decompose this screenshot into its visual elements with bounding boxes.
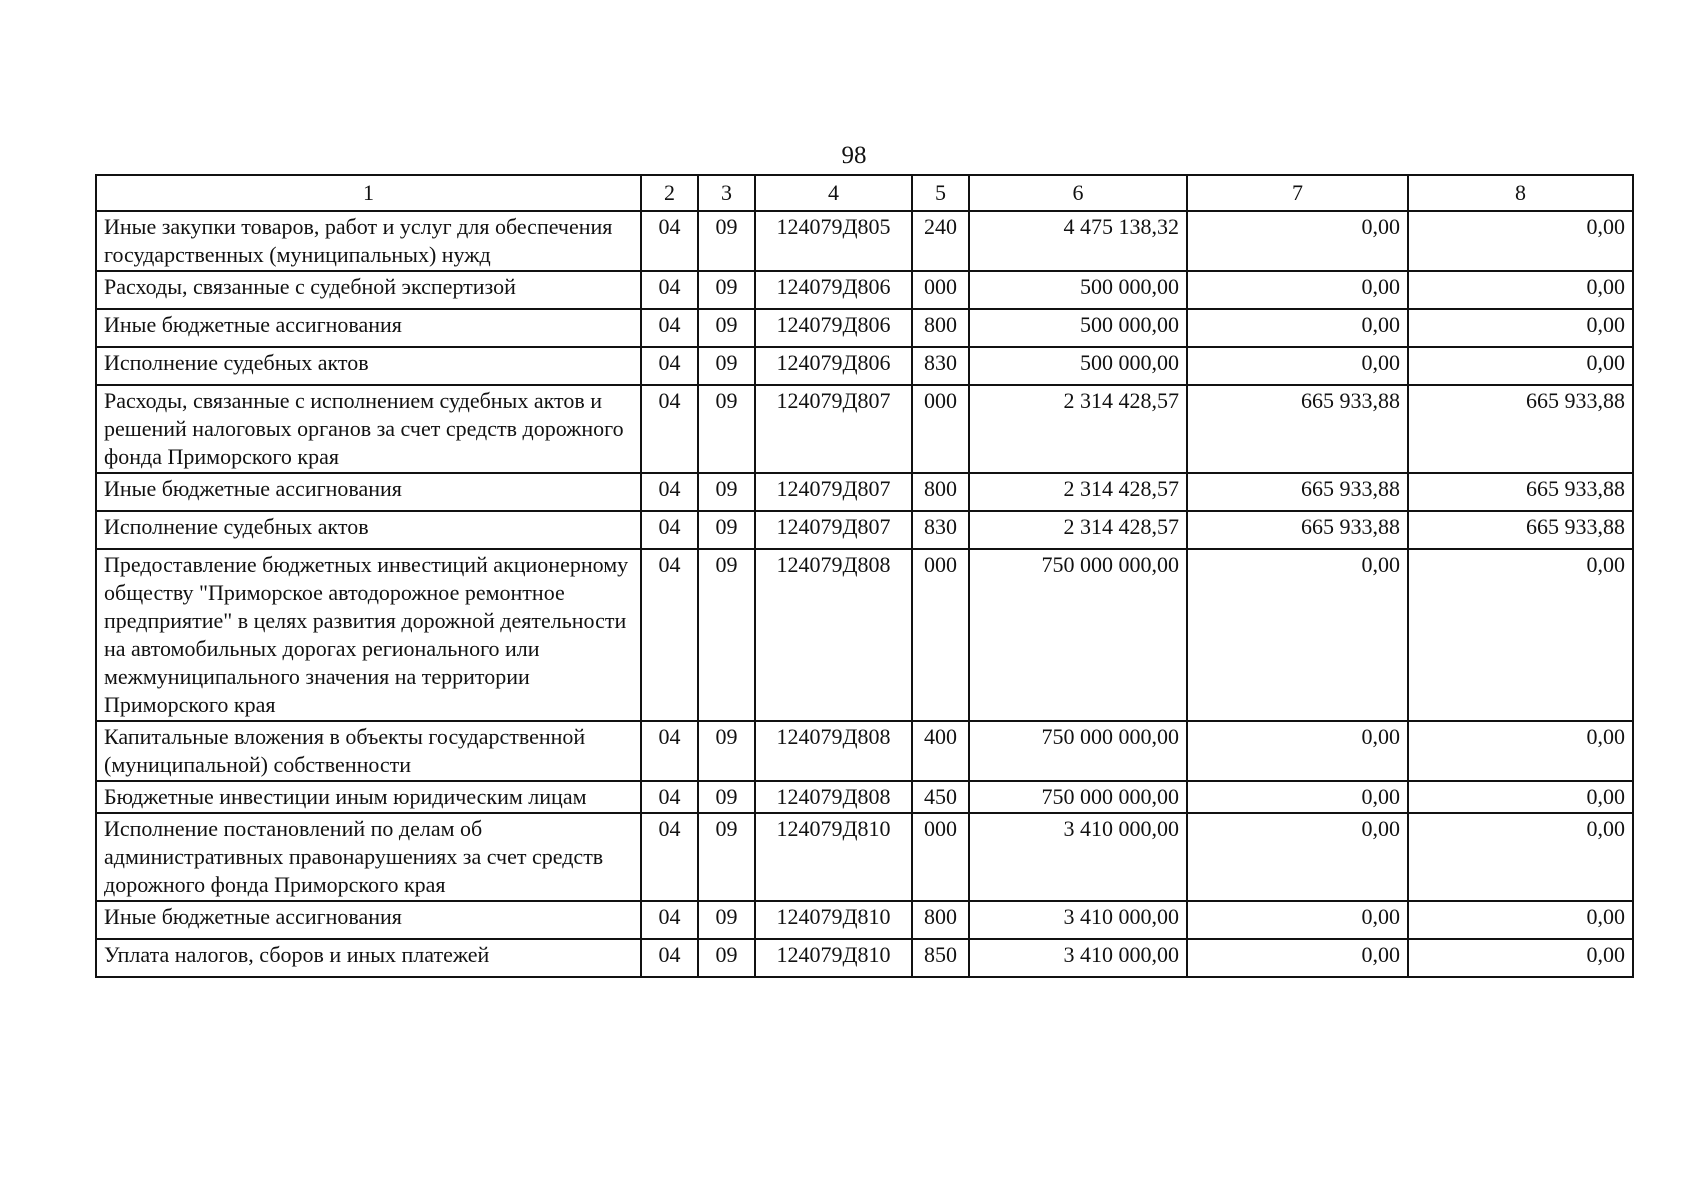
row-section: 04 [641,511,698,549]
budget-table [95,174,1634,978]
row-amount-6: 3 410 000,00 [969,813,1187,901]
table-row [96,271,1633,309]
table-row [96,385,1633,473]
row-target: 124079Д808 [755,721,912,781]
column-header: 6 [969,175,1187,211]
row-subsection: 09 [698,309,755,347]
row-section: 04 [641,309,698,347]
row-amount-6: 3 410 000,00 [969,939,1187,977]
row-name: Иные бюджетные ассигнования [96,901,641,939]
table-row [96,511,1633,549]
table-row [96,473,1633,511]
row-amount-6: 500 000,00 [969,271,1187,309]
table-row [96,781,1633,813]
row-subsection: 09 [698,549,755,721]
table-row [96,549,1633,721]
row-section: 04 [641,901,698,939]
row-amount-7: 0,00 [1187,939,1408,977]
row-amount-8: 665 933,88 [1408,473,1633,511]
row-amount-6: 750 000 000,00 [969,721,1187,781]
row-amount-6: 2 314 428,57 [969,473,1187,511]
row-section: 04 [641,385,698,473]
row-amount-8: 0,00 [1408,939,1633,977]
row-type: 240 [912,211,969,271]
row-amount-8: 0,00 [1408,347,1633,385]
row-amount-7: 0,00 [1187,347,1408,385]
row-name: Исполнение судебных актов [96,347,641,385]
row-amount-7: 0,00 [1187,211,1408,271]
row-amount-6: 750 000 000,00 [969,781,1187,813]
row-type: 000 [912,549,969,721]
row-amount-7: 0,00 [1187,721,1408,781]
column-header: 8 [1408,175,1633,211]
row-subsection: 09 [698,385,755,473]
row-amount-8: 0,00 [1408,901,1633,939]
row-subsection: 09 [698,271,755,309]
row-name: Бюджетные инвестиции иным юридическим лицам [96,781,641,813]
row-target: 124079Д807 [755,473,912,511]
row-name: Уплата налогов, сборов и иных платежей [96,939,641,977]
table-row [96,309,1633,347]
row-name: Расходы, связанные с исполнением судебных актов и решений налоговых органов за счет средств дорожного фонда Приморского края [96,385,641,473]
row-subsection: 09 [698,721,755,781]
row-subsection: 09 [698,511,755,549]
row-name: Исполнение постановлений по делам об административных правонарушениях за счет средств дорожного фонда Приморского края [96,813,641,901]
row-type: 000 [912,385,969,473]
row-subsection: 09 [698,813,755,901]
row-section: 04 [641,939,698,977]
row-subsection: 09 [698,781,755,813]
row-section: 04 [641,473,698,511]
row-type: 830 [912,347,969,385]
row-target: 124079Д806 [755,271,912,309]
row-subsection: 09 [698,939,755,977]
column-header: 1 [96,175,641,211]
row-amount-7: 665 933,88 [1187,385,1408,473]
row-name: Капитальные вложения в объекты государственной (муниципальной) собственности [96,721,641,781]
row-target: 124079Д808 [755,781,912,813]
row-target: 124079Д807 [755,385,912,473]
row-target: 124079Д807 [755,511,912,549]
row-amount-7: 0,00 [1187,309,1408,347]
row-type: 000 [912,813,969,901]
table-row [96,939,1633,977]
row-amount-8: 0,00 [1408,781,1633,813]
row-type: 830 [912,511,969,549]
row-amount-6: 2 314 428,57 [969,385,1187,473]
row-amount-8: 0,00 [1408,813,1633,901]
row-type: 850 [912,939,969,977]
table-row [96,813,1633,901]
row-target: 124079Д810 [755,939,912,977]
row-amount-7: 0,00 [1187,549,1408,721]
row-amount-8: 665 933,88 [1408,511,1633,549]
column-header: 4 [755,175,912,211]
row-amount-7: 0,00 [1187,901,1408,939]
row-section: 04 [641,781,698,813]
row-amount-6: 2 314 428,57 [969,511,1187,549]
row-amount-8: 0,00 [1408,549,1633,721]
table-row [96,721,1633,781]
row-type: 400 [912,721,969,781]
row-section: 04 [641,211,698,271]
row-type: 800 [912,901,969,939]
row-section: 04 [641,549,698,721]
header-row [96,175,1633,211]
row-subsection: 09 [698,347,755,385]
row-target: 124079Д805 [755,211,912,271]
row-amount-6: 500 000,00 [969,347,1187,385]
column-header: 3 [698,175,755,211]
row-section: 04 [641,271,698,309]
column-header: 5 [912,175,969,211]
row-section: 04 [641,347,698,385]
row-amount-8: 0,00 [1408,309,1633,347]
row-target: 124079Д808 [755,549,912,721]
row-target: 124079Д810 [755,901,912,939]
row-name: Иные закупки товаров, работ и услуг для обеспечения государственных (муниципальных) нужд [96,211,641,271]
row-type: 800 [912,309,969,347]
page-number: 98 [841,142,867,169]
row-subsection: 09 [698,473,755,511]
row-section: 04 [641,813,698,901]
row-amount-7: 665 933,88 [1187,511,1408,549]
row-name: Иные бюджетные ассигнования [96,309,641,347]
row-name: Иные бюджетные ассигнования [96,473,641,511]
row-amount-7: 0,00 [1187,271,1408,309]
row-amount-6: 500 000,00 [969,309,1187,347]
row-name: Исполнение судебных актов [96,511,641,549]
row-type: 800 [912,473,969,511]
column-header: 2 [641,175,698,211]
row-section: 04 [641,721,698,781]
row-type: 450 [912,781,969,813]
row-amount-8: 665 933,88 [1408,385,1633,473]
row-target: 124079Д806 [755,347,912,385]
row-amount-6: 3 410 000,00 [969,901,1187,939]
row-amount-7: 0,00 [1187,781,1408,813]
row-name: Расходы, связанные с судебной экспертизой [96,271,641,309]
row-name: Предоставление бюджетных инвестиций акционерному обществу "Приморское автодорожное ремонтное предприятие" в целях развития дорожной деятельности на автомобильных дорогах регионального или межмуниципального значения на территории Приморского края [96,549,641,721]
row-amount-7: 665 933,88 [1187,473,1408,511]
table-row [96,347,1633,385]
row-target: 124079Д806 [755,309,912,347]
row-subsection: 09 [698,211,755,271]
row-amount-7: 0,00 [1187,813,1408,901]
row-amount-6: 4 475 138,32 [969,211,1187,271]
table-row [96,211,1633,271]
row-subsection: 09 [698,901,755,939]
row-amount-6: 750 000 000,00 [969,549,1187,721]
row-type: 000 [912,271,969,309]
table-row [96,901,1633,939]
column-header: 7 [1187,175,1408,211]
row-amount-8: 0,00 [1408,211,1633,271]
row-amount-8: 0,00 [1408,271,1633,309]
row-target: 124079Д810 [755,813,912,901]
row-amount-8: 0,00 [1408,721,1633,781]
